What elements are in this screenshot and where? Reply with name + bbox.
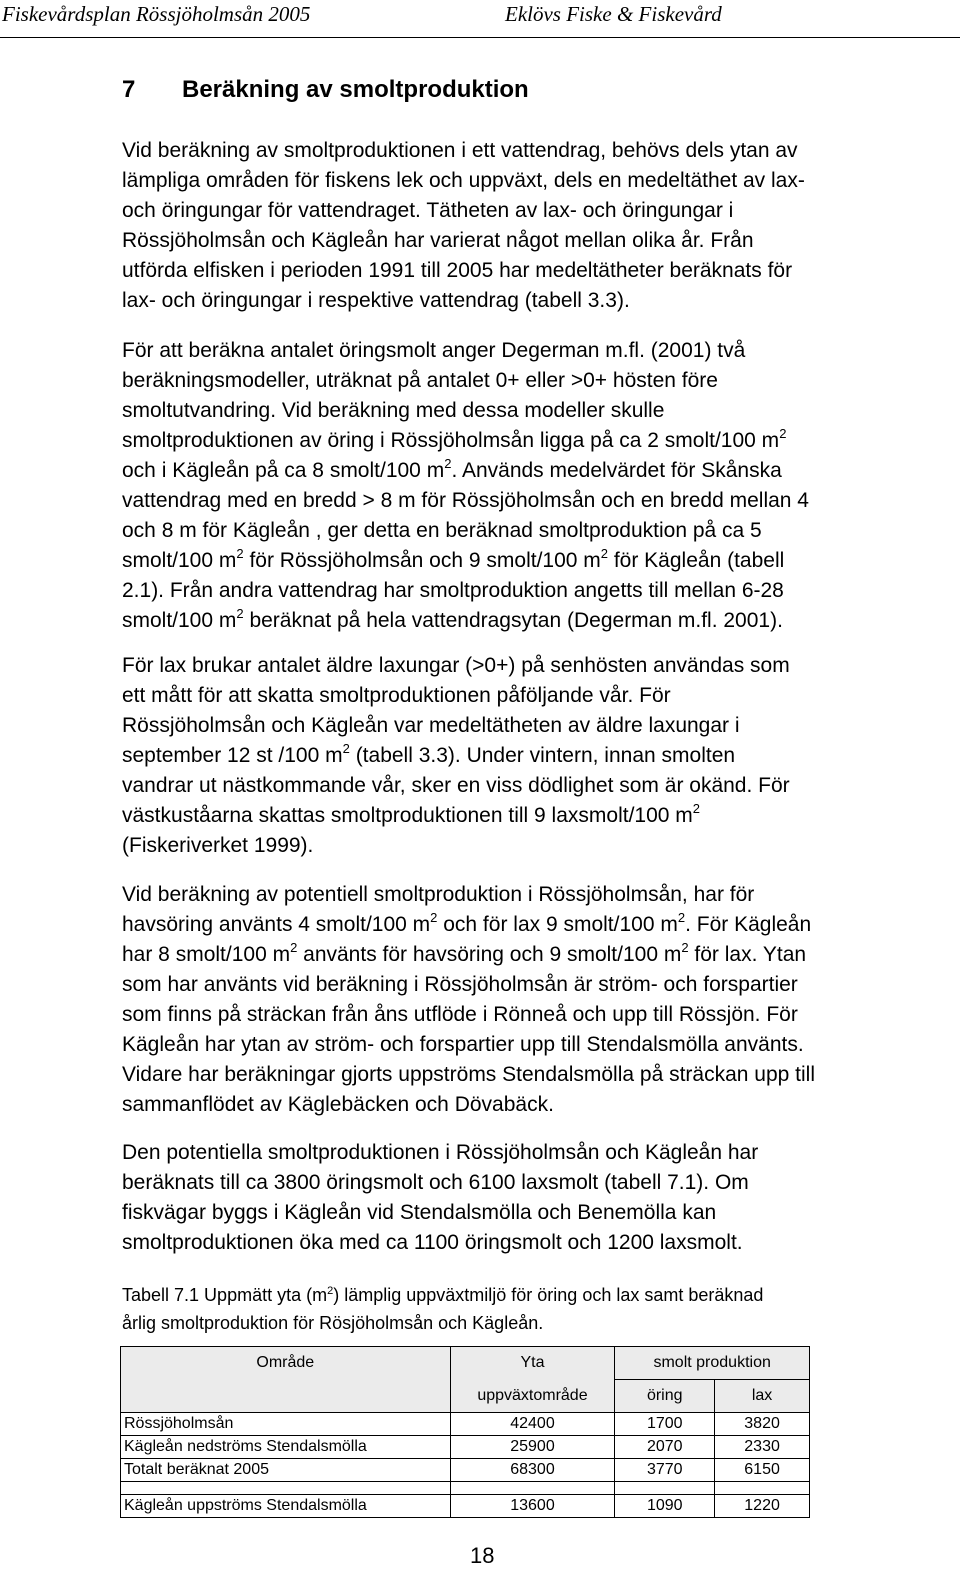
paragraph-trout-smolt: För att beräkna antalet öringsmolt anger Degerman m.fl. (2001) två beräkningsmodeller, uträknat på antalet 0+ eller >0+ hösten före smoltutvandring. Vid beräkning med dessa modeller skulle smoltproduktionen av öring i Rössjöholmsån ligga på ca 2 smolt/100 $m^2$ och i Kägleån på ca 8 smolt/100 $m^2$. Används medelvärdet för Skånska vattendrag med en bredd > 8 m för Rössjöholmsån och en bredd mellan 4 och 8 m för Kägleån , ger detta en beräknad smoltproduktion på ca 5 smolt/100 $m^2$ för Rössjöholmsån och 9 smolt/100 $m^2$ för Kägleån (tabell 2.1). Från andra vattendrag har smoltproduktion angetts till mellan 6-28 smolt/100 $m^2$ beräknat på hela vattendragsytan (Degerman m.fl. 2001). (122, 339, 809, 632)
running-header-right: Eklövs Fiske & Fiskevård (505, 2, 722, 26)
table-row: Totalt beräknat 2005 68300 3770 6150 (121, 1459, 810, 1482)
table-spacer-row (121, 1482, 810, 1495)
header-yta: Yta (450, 1347, 615, 1380)
section-heading (122, 76, 529, 104)
header-smolt-production: smolt produktion (615, 1347, 810, 1380)
table-caption: Tabell 7.1 Uppmätt yta $(m^2)$ lämplig uppväxtmiljö för öring och lax samt beräknad årlig smoltproduktion för Rösjöholmsån och Kägleån. (122, 1285, 764, 1333)
smolt-production-table (120, 1346, 810, 1518)
table-row: Kägleån uppströms Stendalsmölla 13600 1090 1220 (121, 1495, 810, 1518)
table-row: Rössjöholmsån 42400 1700 3820 (121, 1413, 810, 1436)
paragraph-salmon-smolt: För lax brukar antalet äldre laxungar (>0+) på senhösten användas som ett mått för att skatta smoltproduktionen påföljande vår. För Rössjöholmsån och Kägleån var medeltätheten av äldre laxungar i september 12 st /100 $m^2$ (tabell 3.3). Under vintern, innan smolten vandrar ut nästkommande vår, sker en viss dödlighet som är okänd. För västkuståarna skattas smoltproduktionen till 9 laxsmolt/100 $m^2$ (Fiskeriverket 1999). (122, 654, 790, 857)
section-number: 7 (122, 76, 136, 103)
header-rule (0, 37, 960, 38)
running-header-left: Fiskevårdsplan Rössjöholmsån 2005 (2, 2, 311, 26)
section-title: Beräkning av smoltproduktion (182, 76, 529, 103)
header-uppvaxtomrade: uppväxtområde (450, 1380, 615, 1413)
table-subheader-row (121, 1380, 810, 1413)
paragraph-summary: Den potentiella smoltproduktionen i Rössjöholmsån och Kägleån har beräknats till ca 3800 öringsmolt och 6100 laxsmolt (tabell 7.1). Om fiskvägar byggs i Kägleån vid Stendalsmölla och Benemölla kan smoltproduktionen öka med ca 1100 öringsmolt och 1200 laxsmolt. (122, 1141, 759, 1254)
table-row: Kägleån nedströms Stendalsmölla 25900 2070 2330 (121, 1436, 810, 1459)
header-lax: lax (715, 1380, 810, 1413)
header-area: Område (121, 1347, 451, 1380)
table-header-row (121, 1347, 810, 1380)
page-number: 18 (470, 1543, 495, 1568)
paragraph-potential-production: Vid beräkning av potentiell smoltproduktion i Rössjöholmsån, har för havsöring använts 4 smolt/100 $m^2$ och för lax 9 smolt/100 $m^2$. För Kägleån har 8 smolt/100 $m^2$ använts för havsöring och 9 smolt/100 $m^2$ för lax. Ytan som har använts vid beräkning i Rössjöholmsån är ström- och forspartier som finns på sträckan från åns utflöde i Rönneå och upp till Rössjön. För Kägleån har ytan av ström- och forspartier upp till Stendalsmölla använts. Vidare har beräkningar gjorts uppströms Stendalsmölla på sträckan upp till sammanflödet av Käglebäcken och Dövabäck. (122, 883, 815, 1116)
header-oring: öring (615, 1380, 715, 1413)
paragraph-intro: Vid beräkning av smoltproduktionen i ett vattendrag, behövs dels ytan av lämpliga områden för fiskens lek och uppväxt, dels en medeltäthet av lax- och öringungar för vattendraget. Tätheten av lax- och öringungar i Rössjöholmsån och Kägleån har varierat något mellan olika år. Från utförda elfisken i perioden 1991 till 2005 har medeltätheter beräknats för lax- och öringungar i respektive vattendrag (tabell 3.3). (122, 139, 805, 312)
